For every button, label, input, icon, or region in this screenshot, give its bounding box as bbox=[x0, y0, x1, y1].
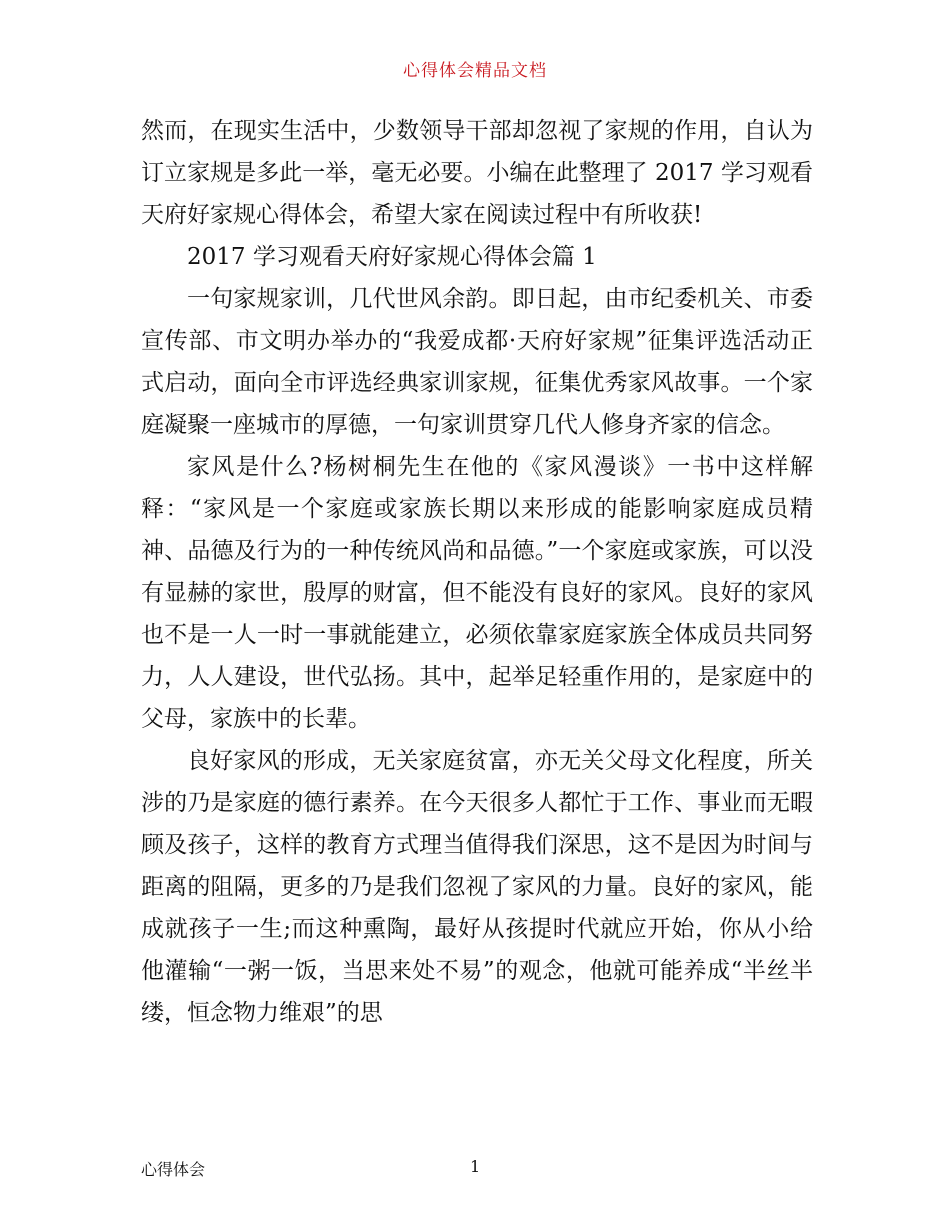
body-paragraph: 家风是什么?杨树桐先生在他的《家风漫谈》一书中这样解释：“家风是一个家庭或家族长期以来形成的能影响家庭成员精神、品德及行为的一种传统风尚和品德。”一个家庭或家族，可以没有显赫的家世，殷厚的财富，但不能没有良好的家风。良好的家风也不是一人一时一事就能建立，必须依靠家庭家族全体成员共同努力，人人建设，世代弘扬。其中，起举足轻重作用的，是家庭中的父母，家族中的长辈。 bbox=[141, 454, 813, 732]
body-paragraph: 良好家风的形成，无关家庭贫富，亦无关父母文化程度，所关涉的乃是家庭的德行素养。在今天很多人都忙于工作、事业而无暇顾及孩子，这样的教育方式理当值得我们深思，这不是因为时间与距离的阻隔，更多的乃是我们忽视了家风的力量。良好的家风，能成就孩子一生;而这种熏陶，最好从孩提时代就应开始，你从小给他灌输“一粥一饭，当思来处不易”的观念，他就可能养成“半丝半缕，恒念物力维艰”的思 bbox=[141, 748, 813, 1026]
document-body bbox=[141, 110, 813, 1034]
page-number: 1 bbox=[470, 1157, 481, 1176]
intro-paragraph: 然而，在现实生活中，少数领导干部却忽视了家规的作用，自认为订立家规是多此一举，毫无必要。小编在此整理了 2017 学习观看天府好家规心得体会，希望大家在阅读过程中有所收获! bbox=[141, 118, 813, 228]
section-heading: 2017 学习观看天府好家规心得体会篇 1 bbox=[187, 244, 597, 270]
body-paragraph: 一句家规家训，几代世风余韵。即日起，由市纪委机关、市委宣传部、市文明办举办的“我爱成都·天府好家规”征集评选活动正式启动，面向全市评选经典家训家规，征集优秀家风故事。一个家庭凝聚一座城市的厚德，一句家训贯穿几代人修身齐家的信念。 bbox=[141, 286, 813, 438]
footer-label: 心得体会 bbox=[141, 1160, 206, 1179]
page-header-title: 心得体会精品文档 bbox=[403, 61, 547, 81]
